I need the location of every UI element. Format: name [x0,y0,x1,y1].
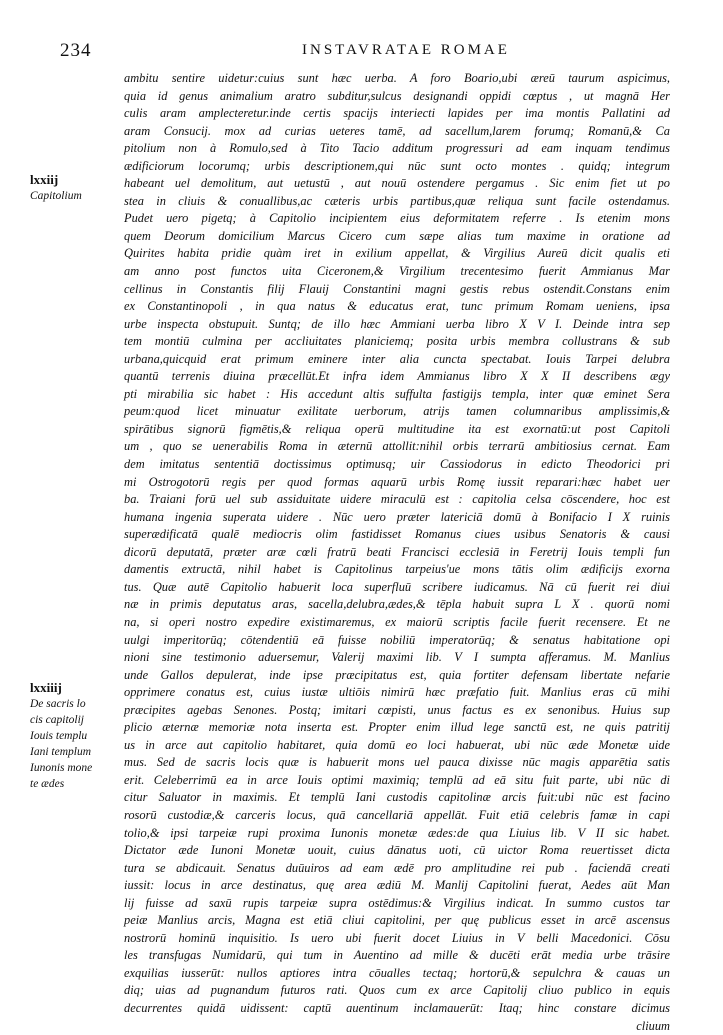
text-line: quem Deorum domicilium Marcus Cicero cum sæpe alias tum maxime in oratione ad [124,228,670,243]
text-line: exquilias iusserūt: nullos aptiores intra cōualles tectaq; hortorū,& sepulchra & cauas un [124,965,670,980]
text-line: quia id genus animalium aratro subditur,sulcus designandi oppidi cœptus , ut magnā Her [124,88,670,103]
text-line: iussit: locus in arce destinatus, quę area ædiū M. Manlij Capitolini fuerat, Aedes aūt Man [124,878,670,893]
text-line: pti mirabilia sic habet : His accedunt altis suffulta fastigijs templa, inter quæ eminet Sera [124,386,670,401]
text-line: erit. Celeberrimū ea in arce Iouis optimi maximiq; templū ad eā situ fuit parte, ubi nūc di [124,772,670,787]
margin-note-label: Capitolium [30,190,82,202]
text-line: culis aram amplecteretur.inde certis spacijs interiecti lapides per ima montis Pallatini ad [124,106,670,121]
margin-note-capitolium [30,172,118,204]
margin-note-number: lxxiiij [30,680,62,695]
text-line: dicorū deputatā, præter aræ cœli fratrū beati Francisci ecclesiā in Feretrij Iouis templi fun [124,544,670,559]
text-line: unde Gallos depulerat, inde ipse præcipitatus est, quia fortiter defensam libertate nefarie [124,667,670,682]
text-line: cellinus in Constantis filij Flauij Constantini magni gestis rebus ostendit.Constans enim [124,281,670,296]
page-number: 234 [60,40,92,61]
text-line: præcipites agebas Senones. Postq; imitari cœpisti, unus factus es ex senonibus. Huius sup [124,702,670,717]
text-line: nostrorū hominū inquisitio. Is uero ubi fuerit docet Liuius in V belli Macedonici. Cōsu [124,930,670,945]
margin-note-line: De sacris lo [30,698,86,710]
text-line: spirātibus signorū figmētis,& reliqua operū multitudine ita est exornatū:ut post Capitoli [124,421,670,436]
text-line: urbana,quicquid erat primum eminere inter alia cuncta spectabat. Iouis Tarpei delubra [124,351,670,366]
text-line: rosorū custodiæ,& carceris locus, quā cancellariā appellāt. Fuit etiā celebris famæ in capi [124,807,670,822]
catchword: cliuum [636,1018,670,1033]
text-line: mus. Sed de sacris locis quæ is habuerit mons uel pauca dixisse nūc magis apparētia satis [124,755,670,770]
text-line: Pudet uero pigetq; à Capitolio incipientem eius deformitatem referre . Is etenim mons [124,211,670,226]
text-line: tem montiū culmina per accliuitates planiciemq; posita urbis membra collustrans & sub [124,334,670,349]
body-text [124,70,670,1035]
text-line: humana ingenia superata uidere . Nūc uero præter latericiā domū à Bonifacio I X ruinis [124,509,670,524]
margin-note-line: te ædes [30,778,65,790]
text-line: urbe inspecta obstupuit. Suntq; de illo hæc Ammiani uerba libro X V I. Deinde intra sep [124,316,670,331]
text-line: mi Ostrogotorū regis per quod formas aquarū urbis Romę iussit reparari:hæc habet uer [124,474,670,489]
text-line: ædificiorum locorumq; urbis descriptionem,qui nūc sunt octo montes . quidq; integrum [124,158,670,173]
running-title: INSTAVRATAE ROMAE [302,42,510,58]
text-line: decurrentes quidā uidissent: captū auentinum inclamauerūt: Itaq; hinc constare dicimus [124,1000,670,1015]
text-line: næ in primis deputatus aras, sacella,delubra,ædes,& tēpla habuit supra L X . quorū nomi [124,597,670,612]
text-line: tus. Quæ autē Capitolio habuerit loca superfluū scribere iudicamus. Nā cū fuerit rei diui [124,579,670,594]
text-line: diq; uias ad pugnandum futuros rati. Quos cum ex arce Capitolij cliuo publico in equis [124,983,670,998]
text-line: opprimere conatus est, cuius iustæ ultiōis nimirū hæc præfatio fuit. Manlius eras cū mihi [124,685,670,700]
text-line: habeant uel demolitum, aut uetustū , aut nouū ostendere pergamus . Sic enim fiet ut po [124,176,670,191]
text-line: peiæ Manlius arcis, Magna est etiā cliui capitolini, per quę publicus esset in arcē ascensus [124,913,670,928]
text-line: ambitu sentire uidetur:cuius sunt hæc uerba. A foro Boario,ubi æreū taurum aspicimus, [124,71,670,85]
text-line: nioni sine testimonio aduersemur, Valerij maximi lib. V I sumpta afferamus. M. Manlius [124,650,670,665]
text-line: quantū terrenis diuina præcellūt.Et infra idem Ammianus libro X X II describens ægy [124,369,670,384]
text-line: pitolium non à Romulo,sed à Tito Tacio additum progressuri ad eam inquam tendimus [124,141,670,156]
text-line: ba. Traiani forū uel sub assiduitate uidere miraculū est : capitolia celsa cōscendere, hoc est [124,492,670,507]
text-line: am anno post functos uita Ciceronem,& Virgilium trecentesimo fuerit Ammianus Mar [124,264,670,279]
text-line: na, si operi nostro expedire existimaremus, ex maiorū scriptis facile fuerit recensere. Et ne [124,614,670,629]
margin-note-line: cis capitolij [30,714,84,726]
margin-note-line: Iunonis mone [30,762,93,774]
margin-note-line: Iouis templu [30,730,88,742]
text-line: uulgi imperitorūq; cōtendentiū eā fuisse nobiliū imperatorūq; & senatus habitatione opi [124,632,670,647]
text-line: us in arce aut capitolio habitaret, quia domū eo loci habuerat, ubi nūc æde Monetæ uide [124,737,670,752]
text-line: um , quo se uenerabilis Roma in æternū attollit:nihil orbis terrarū ambitiosius cernat. Eam [124,439,670,454]
page-header [60,40,670,64]
text-line: Quirites habita pridie quàm iret in exilium appellat, & Virgilius Aureū dicit qualis eti [124,246,670,261]
text-line: tura se abdicauit. Senatus duūuiros ad eam ædē pro amplitudine rei pub . faciendā creati [124,860,670,875]
margin-note-number: lxxiij [30,172,59,187]
text-line: damentis extructā, nihil habet is Capitolinus tarpeius'ue mons tātis olim ædificijs exorna [124,562,670,577]
text-line: superædificatā qualē mediocris olim fastidisset Romanus ciues usibus Senatoris & causi [124,527,670,542]
margin-note-sacred-places [30,680,118,792]
text-line: Dictator æde Iunoni Monetæ uouit, cuius dānatus uoti, cū uictor Roma reuertisset dicta [124,843,670,858]
margin-note-line: Iani templum [30,746,92,758]
text-line: plicio æternæ memoriæ nota inserta est. Propter enim illud lege sanctū est, ne quis patritij [124,720,670,735]
text-line: aram Consucij. mox ad curias ueteres tamē, ad sacellum,larem forumq; Romanū,& Ca [124,123,670,138]
text-line: dem imitatus sententiā doctissimus optimusq; uir Cassiodorus in edicto Theodorici pri [124,457,670,472]
text-line: lij fuisse ad saxū rupis tarpeiæ supra ostēdimus:& Virgilius indicat. In summo custos tar [124,895,670,910]
text-line: peum:quod licet minuatur exilitate uerborum, atrijs tamen columnaribus amplissimis,& [124,404,670,419]
text-line: ex Constantinopoli , in qua natus & educatus erat, tunc primum Romam ueniens, ipsa [124,299,670,314]
text-line: tolio,& ipsi tarpeiæ rupi proxima Iunonis monetæ ædes:de qua Liuius lib. V II sic habet. [124,825,670,840]
text-line: les transfugas Numidarū, qui tum in Auentino ad mille & ducēti erāt media urbe trāsire [124,948,670,963]
text-line: stea in cliuis & conuallibus,ac cæteris urbis partibus,quæ reliqua sunt facile ostendamus. [124,193,670,208]
text-line: citur Saluator in maximis. Et templū Iani custodis capitolinæ arcis fuit:ubi nūc est facino [124,790,670,805]
